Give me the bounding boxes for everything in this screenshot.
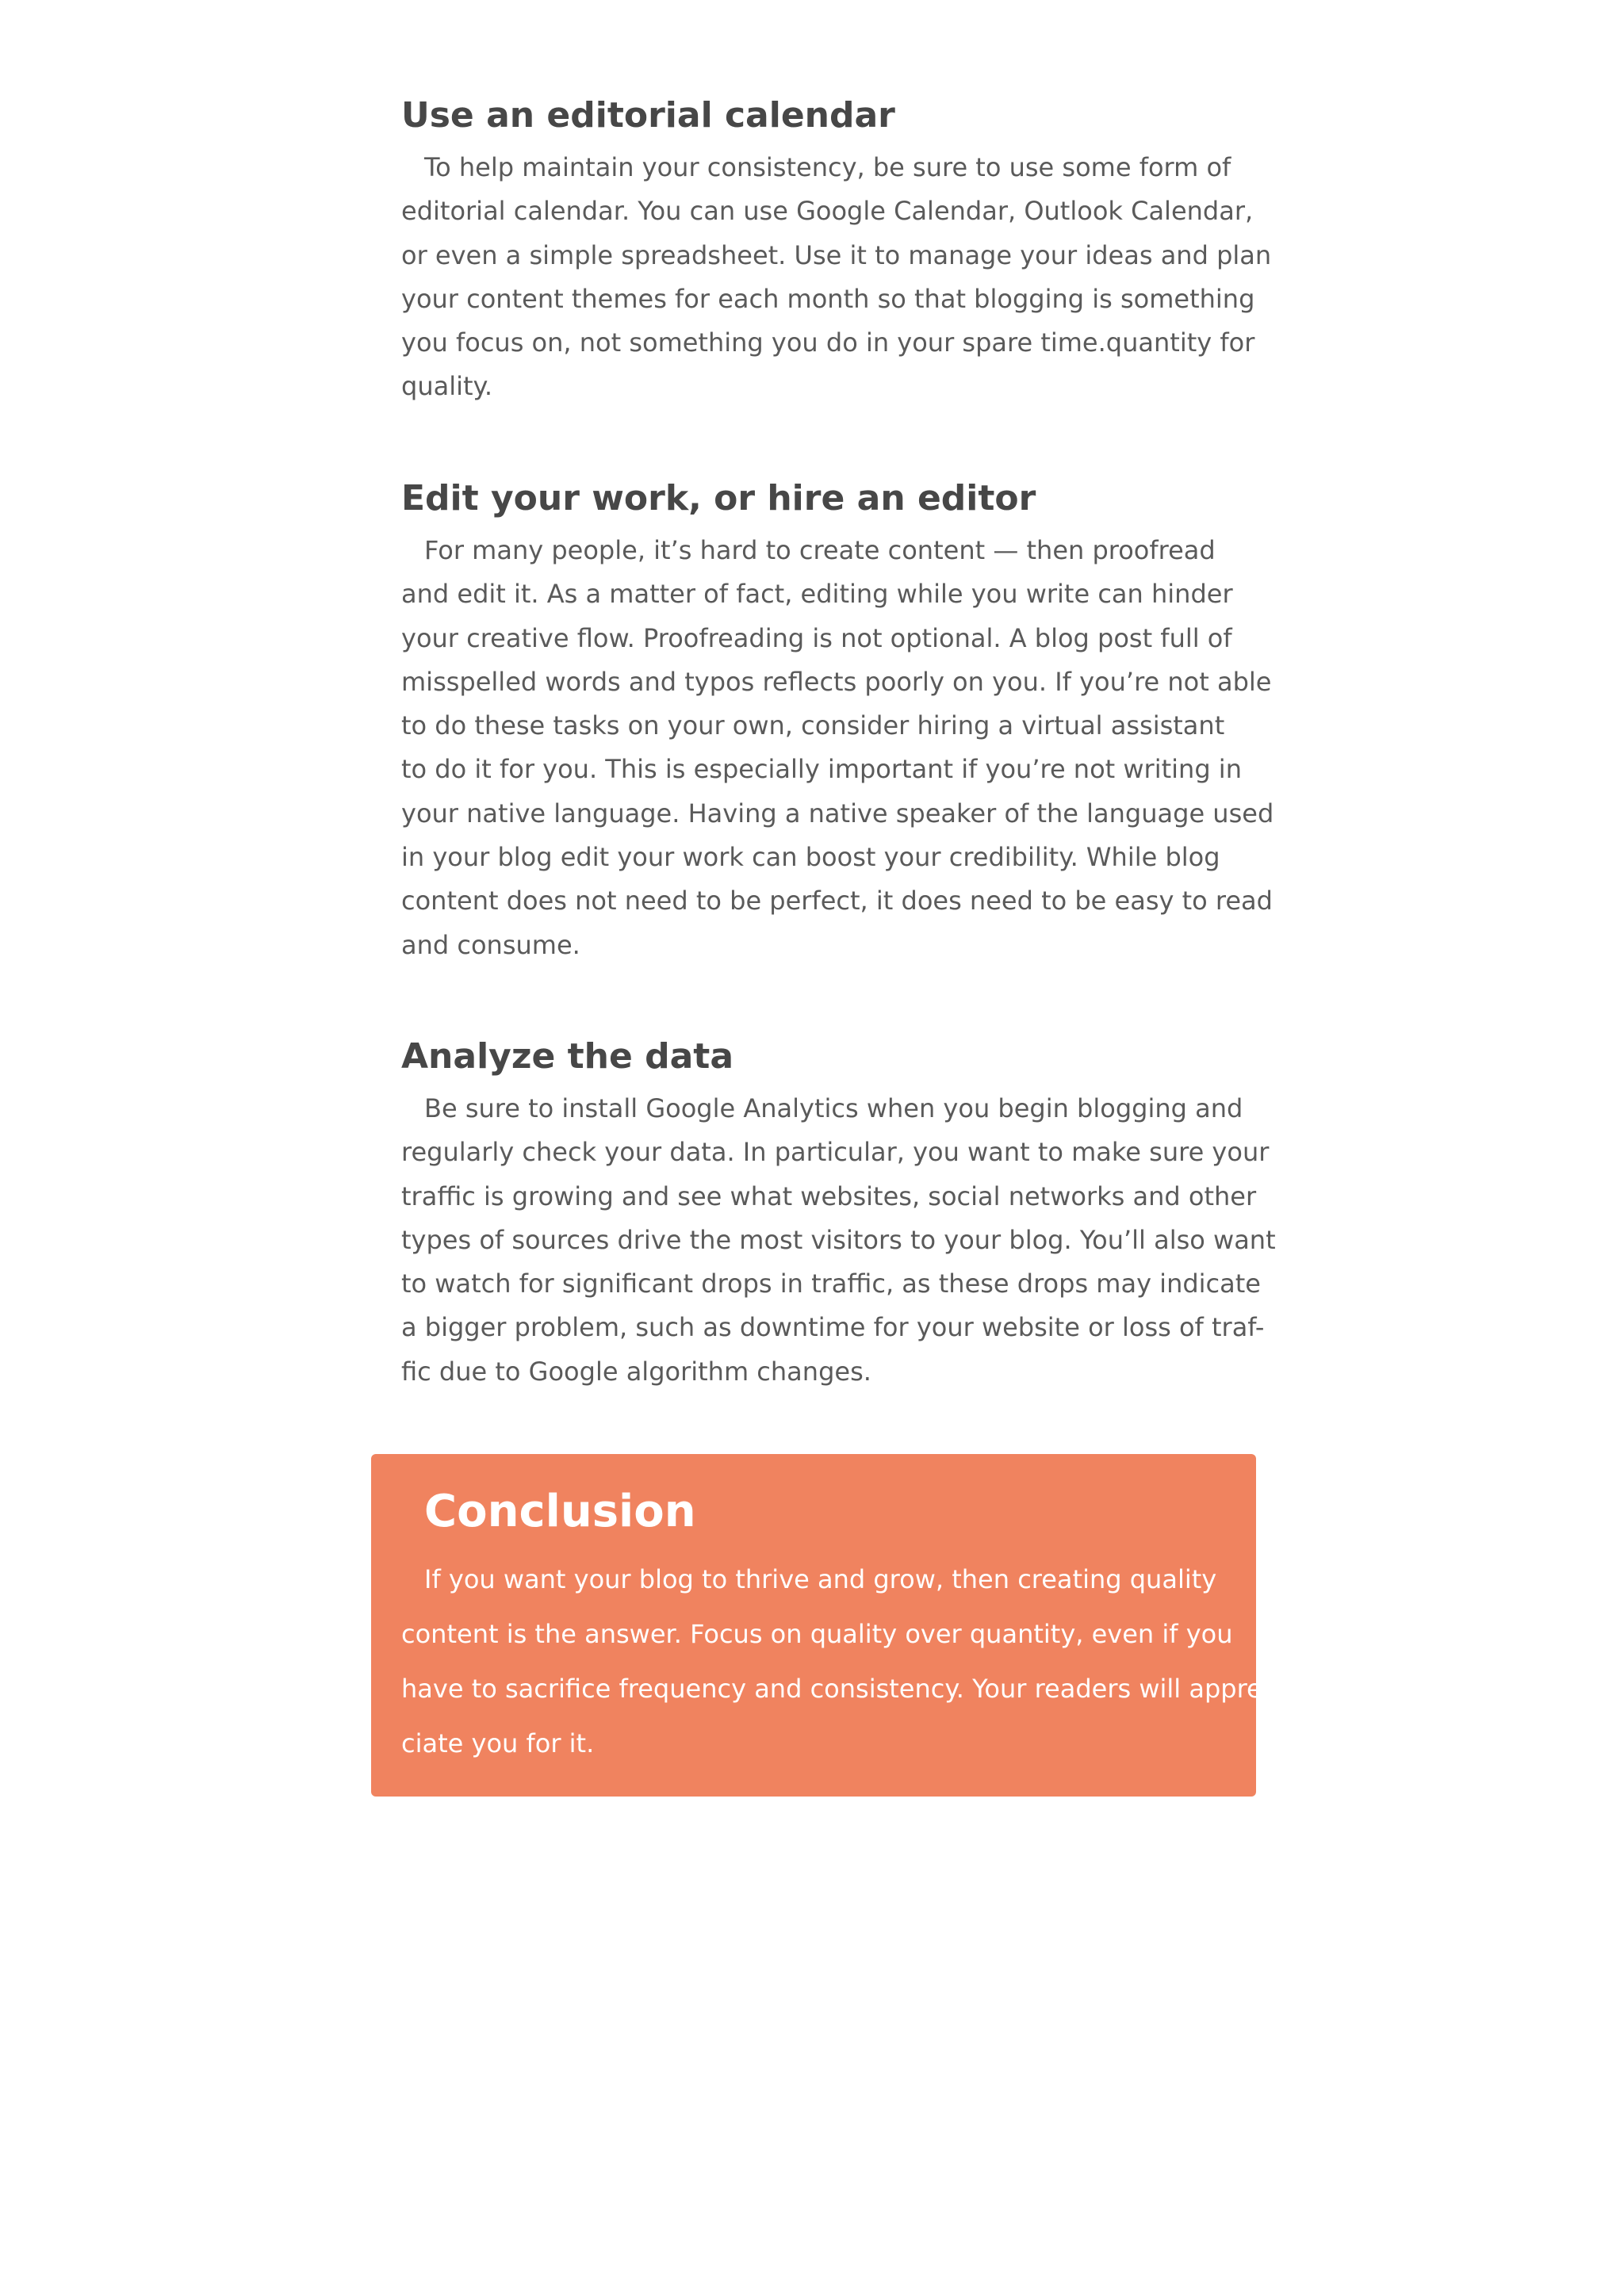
paragraph-line: To help maintain your consistency, be sure to use some form of	[424, 152, 1231, 182]
paragraph-line: For many people, it’s hard to create content — then proofread	[424, 535, 1216, 565]
section-edit-your-work	[401, 476, 1274, 967]
paragraph-line: your content themes for each month so that blogging is something	[401, 283, 1255, 314]
section-paragraph	[401, 1087, 1276, 1394]
section-heading: Edit your work, or hire an editor	[401, 478, 1036, 519]
section-heading: Use an editorial calendar	[401, 95, 895, 136]
conclusion-title: Conclusion	[424, 1486, 696, 1537]
section-analyze-data	[401, 1035, 1276, 1394]
section-editorial-calendar	[401, 94, 1272, 409]
paragraph-line: your native language. Having a native speaker of the language used	[401, 798, 1274, 828]
paragraph-line: traffic is growing and see what websites, social networks and other	[401, 1181, 1257, 1211]
conclusion-callout	[371, 1454, 1272, 1797]
paragraph-line: to do these tasks on your own, consider hiring a virtual assistant	[401, 710, 1225, 741]
section-paragraph	[401, 146, 1272, 409]
paragraph-line: you focus on, not something you do in your spare time.quantity for	[401, 327, 1255, 358]
paragraph-line: If you want your blog to thrive and grow, then creating quality	[424, 1564, 1217, 1594]
paragraph-line: and consume.	[401, 929, 580, 960]
paragraph-line: Be sure to install Google Analytics when you begin blogging and	[424, 1093, 1243, 1123]
paragraph-line: a bigger problem, such as downtime for your website or loss of traf-	[401, 1312, 1265, 1343]
paragraph-line: quality.	[401, 371, 493, 402]
section-heading: Analyze the data	[401, 1036, 734, 1077]
paragraph-line: have to sacrifice frequency and consistency. Your readers will appre-	[401, 1674, 1272, 1704]
paragraph-line: fic due to Google algorithm changes.	[401, 1356, 871, 1387]
paragraph-line: or even a simple spreadsheet. Use it to manage your ideas and plan	[401, 239, 1272, 270]
conclusion-paragraph	[401, 1552, 1272, 1771]
paragraph-line: misspelled words and typos reflects poorly on you. If you’re not able	[401, 666, 1272, 697]
paragraph-line: to watch for significant drops in traffic, as these drops may indicate	[401, 1269, 1261, 1299]
paragraph-line: editorial calendar. You can use Google Calendar, Outlook Calendar,	[401, 196, 1254, 227]
paragraph-line: content is the answer. Focus on quality over quantity, even if you	[401, 1619, 1233, 1649]
paragraph-line: ciate you for it.	[401, 1728, 595, 1758]
paragraph-line: and edit it. As a matter of fact, editing while you write can hinder	[401, 579, 1233, 610]
paragraph-line: your creative flow. Proofreading is not optional. A blog post full of	[401, 622, 1232, 653]
paragraph-line: regularly check your data. In particular, you want to make sure your	[401, 1137, 1270, 1168]
section-paragraph	[401, 529, 1274, 967]
paragraph-line: types of sources drive the most visitors to your blog. You’ll also want	[401, 1224, 1276, 1255]
paragraph-line: to do it for you. This is especially important if you’re not writing in	[401, 754, 1242, 785]
paragraph-line: content does not need to be perfect, it does need to be easy to read	[401, 886, 1273, 916]
paragraph-line: in your blog edit your work can boost your credibility. While blog	[401, 842, 1220, 873]
